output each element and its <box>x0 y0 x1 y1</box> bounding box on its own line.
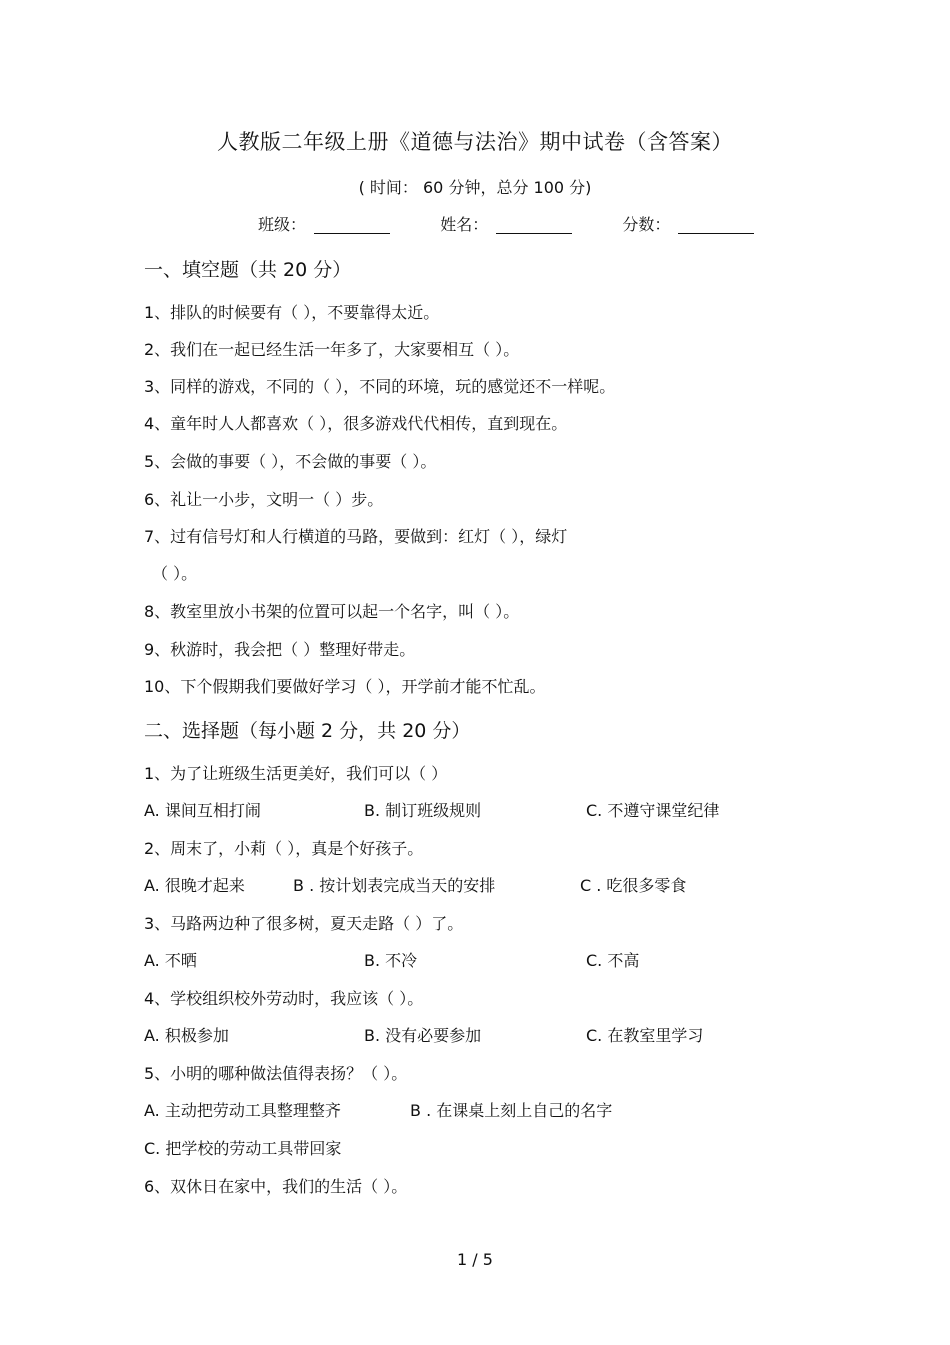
question-choice-4: 4、学校组织校外劳动时，我应该（ ）。 <box>144 989 424 1008</box>
choice-2-option-b: B . 按计划表完成当天的安排 <box>293 876 496 895</box>
name-blank <box>496 215 572 234</box>
question-choice-1: 1、为了让班级生活更美好，我们可以（ ） <box>144 764 448 783</box>
section-heading-fill-blank: 一、填空题（共 20 分） <box>144 259 352 281</box>
score-label: 分数： <box>622 215 671 234</box>
choice-1-option-a: A. 课间互相打闹 <box>144 801 261 820</box>
section-heading-choice: 二、选择题（每小题 2 分，共 20 分） <box>144 720 471 742</box>
choice-3-option-b: B. 不冷 <box>364 951 418 970</box>
question-fill-7: 7、过有信号灯和人行横道的马路，要做到：红灯（ ），绿灯 <box>144 527 568 546</box>
choice-1-option-b: B. 制订班级规则 <box>364 801 482 820</box>
page-number: 1 / 5 <box>457 1250 493 1269</box>
question-fill-5: 5、会做的事要（ ），不会做的事要（ ）。 <box>144 452 437 471</box>
choice-1-option-c: C. 不遵守课堂纪律 <box>586 801 720 820</box>
choice-2-option-c: C . 吃很多零食 <box>580 876 687 895</box>
question-choice-3: 3、马路两边种了很多树，夏天走路（ ）了。 <box>144 914 464 933</box>
choice-3-option-a: A. 不晒 <box>144 951 197 970</box>
student-info-row <box>258 212 754 235</box>
choice-5-option-a: A. 主动把劳动工具整理整齐 <box>144 1101 341 1120</box>
question-choice-5: 5、小明的哪种做法值得表扬？（ ）。 <box>144 1064 408 1083</box>
page-title: 人教版二年级上册《道德与法治》期中试卷（含答案） <box>217 130 733 154</box>
choice-5-option-c: C. 把学校的劳动工具带回家 <box>144 1139 342 1158</box>
choice-3-option-c: C. 不高 <box>586 951 640 970</box>
choice-4-option-a: A. 积极参加 <box>144 1026 229 1045</box>
name-label: 姓名： <box>440 215 489 234</box>
question-fill-4: 4、童年时人人都喜欢（ ），很多游戏代代相传，直到现在。 <box>144 414 568 433</box>
choice-2-option-a: A. 很晚才起来 <box>144 876 245 895</box>
question-fill-3: 3、同样的游戏，不同的（ ），不同的环境，玩的感觉还不一样呢。 <box>144 377 616 396</box>
question-fill-1: 1、排队的时候要有（ ），不要靠得太近。 <box>144 303 440 322</box>
question-choice-2: 2、周末了，小莉（ ），真是个好孩子。 <box>144 839 424 858</box>
question-fill-9: 9、秋游时，我会把（ ）整理好带走。 <box>144 640 416 659</box>
question-fill-7-cont: （ ）。 <box>152 564 198 583</box>
question-fill-8: 8、教室里放小书架的位置可以起一个名字，叫（ ）。 <box>144 602 520 621</box>
question-fill-10: 10、下个假期我们要做好学习（ ），开学前才能不忙乱。 <box>144 677 546 696</box>
choice-4-option-c: C. 在教室里学习 <box>586 1026 704 1045</box>
choice-5-option-b: B . 在课桌上刻上自己的名字 <box>410 1101 613 1120</box>
question-fill-6: 6、礼让一小步，文明一（ ）步。 <box>144 490 384 509</box>
score-blank <box>678 215 754 234</box>
exam-subtitle: ( 时间： 60 分钟，总分 100 分) <box>358 178 592 197</box>
question-fill-2: 2、我们在一起已经生活一年多了，大家要相互（ ）。 <box>144 340 520 359</box>
class-blank <box>314 215 390 234</box>
class-label: 班级： <box>258 215 307 234</box>
question-choice-6: 6、双休日在家中，我们的生活（ ）。 <box>144 1177 408 1196</box>
choice-4-option-b: B. 没有必要参加 <box>364 1026 482 1045</box>
